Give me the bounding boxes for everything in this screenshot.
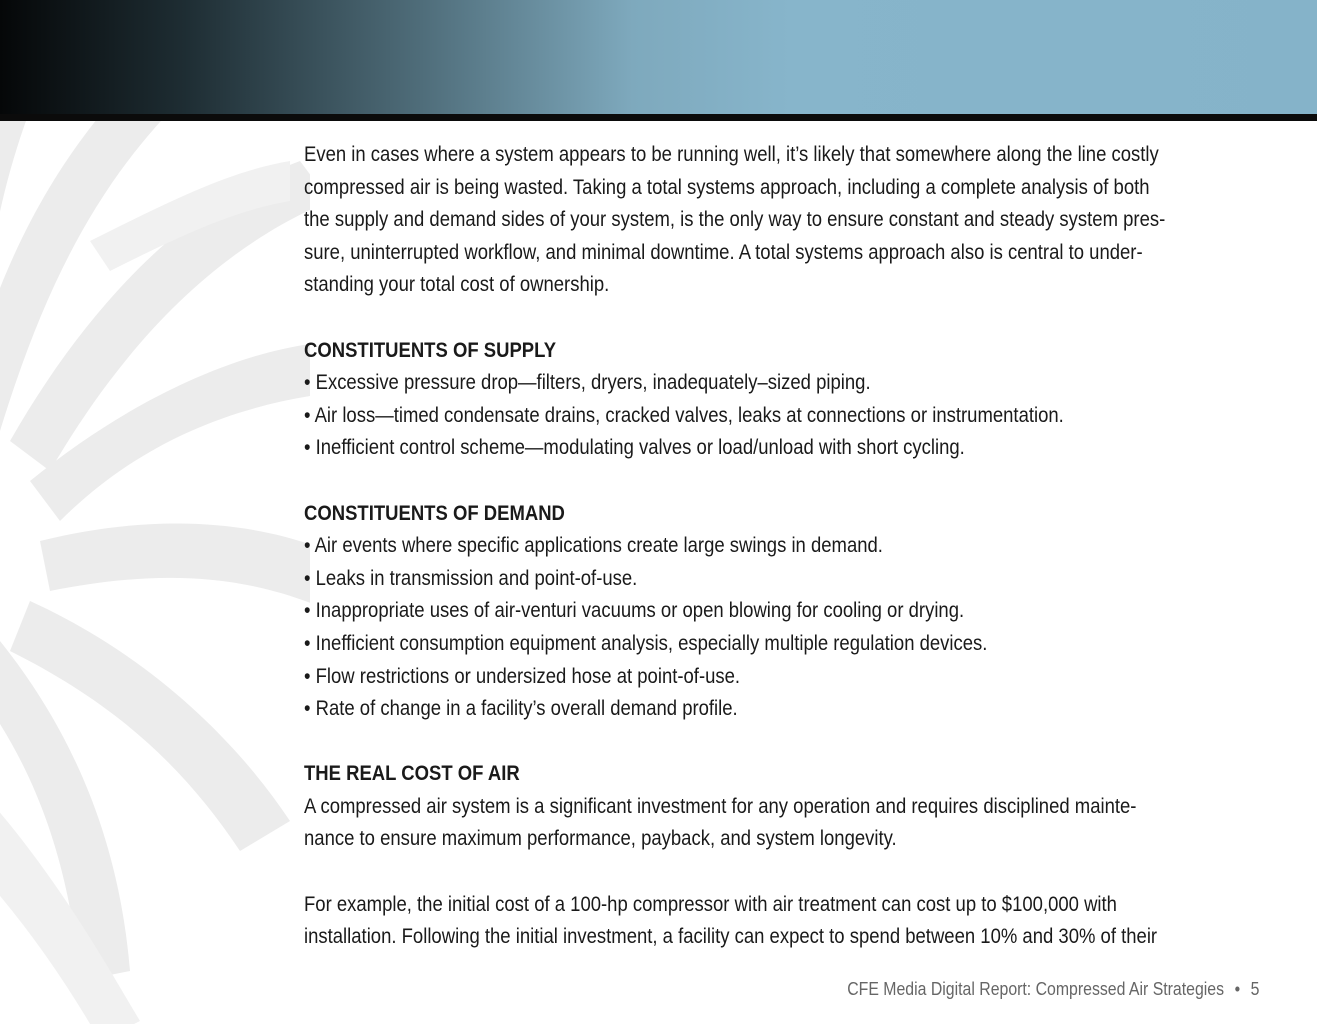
intro-line: standing your total cost of ownership. <box>304 272 610 297</box>
demand-bullet: • Flow restrictions or undersized hose at point-of-use. <box>304 663 741 688</box>
intro-line: compressed air is being wasted. Taking a total systems approach, including a complete analysis of both <box>304 174 1150 199</box>
header-banner <box>0 0 1317 114</box>
intro-line: sure, uninterrupted workflow, and minimal downtime. A total systems approach also is central to under- <box>304 239 1143 264</box>
supply-bullet: • Inefficient control scheme—modulating valves or load/unload with short cycling. <box>304 435 965 460</box>
real-cost-line: nance to ensure maximum performance, payback, and system longevity. <box>304 826 897 851</box>
supply-bullet: • Air loss—timed condensate drains, cracked valves, leaks at connections or instrumentation. <box>304 402 1064 427</box>
supply-heading: CONSTITUENTS OF SUPPLY <box>304 337 557 362</box>
page-number: 5 <box>1250 979 1259 999</box>
example-line: installation. Following the initial investment, a facility can expect to spend between 10% and 30% of their <box>304 924 1158 949</box>
page-footer <box>847 979 1259 1000</box>
demand-bullet: • Air events where specific applications create large swings in demand. <box>304 533 883 558</box>
intro-line: Even in cases where a system appears to be running well, it’s likely that somewhere along the line costly <box>304 142 1159 166</box>
header-rule <box>0 114 1317 121</box>
demand-bullet: • Inefficient consumption equipment analysis, especially multiple regulation devices. <box>304 630 988 655</box>
real-cost-line: A compressed air system is a significant investment for any operation and requires disciplined mainte- <box>304 793 1137 818</box>
example-line: For example, the initial cost of a 100-hp compressor with air treatment can cost up to $100,000 with <box>304 891 1117 916</box>
demand-bullet: • Inappropriate uses of air-venturi vacuums or open blowing for cooling or drying. <box>304 598 965 623</box>
intro-line: the supply and demand sides of your system, is the only way to ensure constant and steady system pres- <box>304 207 1166 232</box>
footer-separator: • <box>1234 979 1240 999</box>
footer-report-title: CFE Media Digital Report: Compressed Air Strategies <box>846 979 1224 999</box>
demand-bullet: • Rate of change in a facility’s overall demand profile. <box>304 696 738 721</box>
demand-heading: CONSTITUENTS OF DEMAND <box>304 500 565 525</box>
article-body <box>304 138 1269 953</box>
real-cost-heading: THE REAL COST OF AIR <box>304 761 520 786</box>
demand-bullet: • Leaks in transmission and point-of-use. <box>304 565 638 590</box>
turbine-watermark-graphic <box>0 121 310 1024</box>
supply-bullet: • Excessive pressure drop—filters, dryers, inadequately–sized piping. <box>304 370 871 395</box>
